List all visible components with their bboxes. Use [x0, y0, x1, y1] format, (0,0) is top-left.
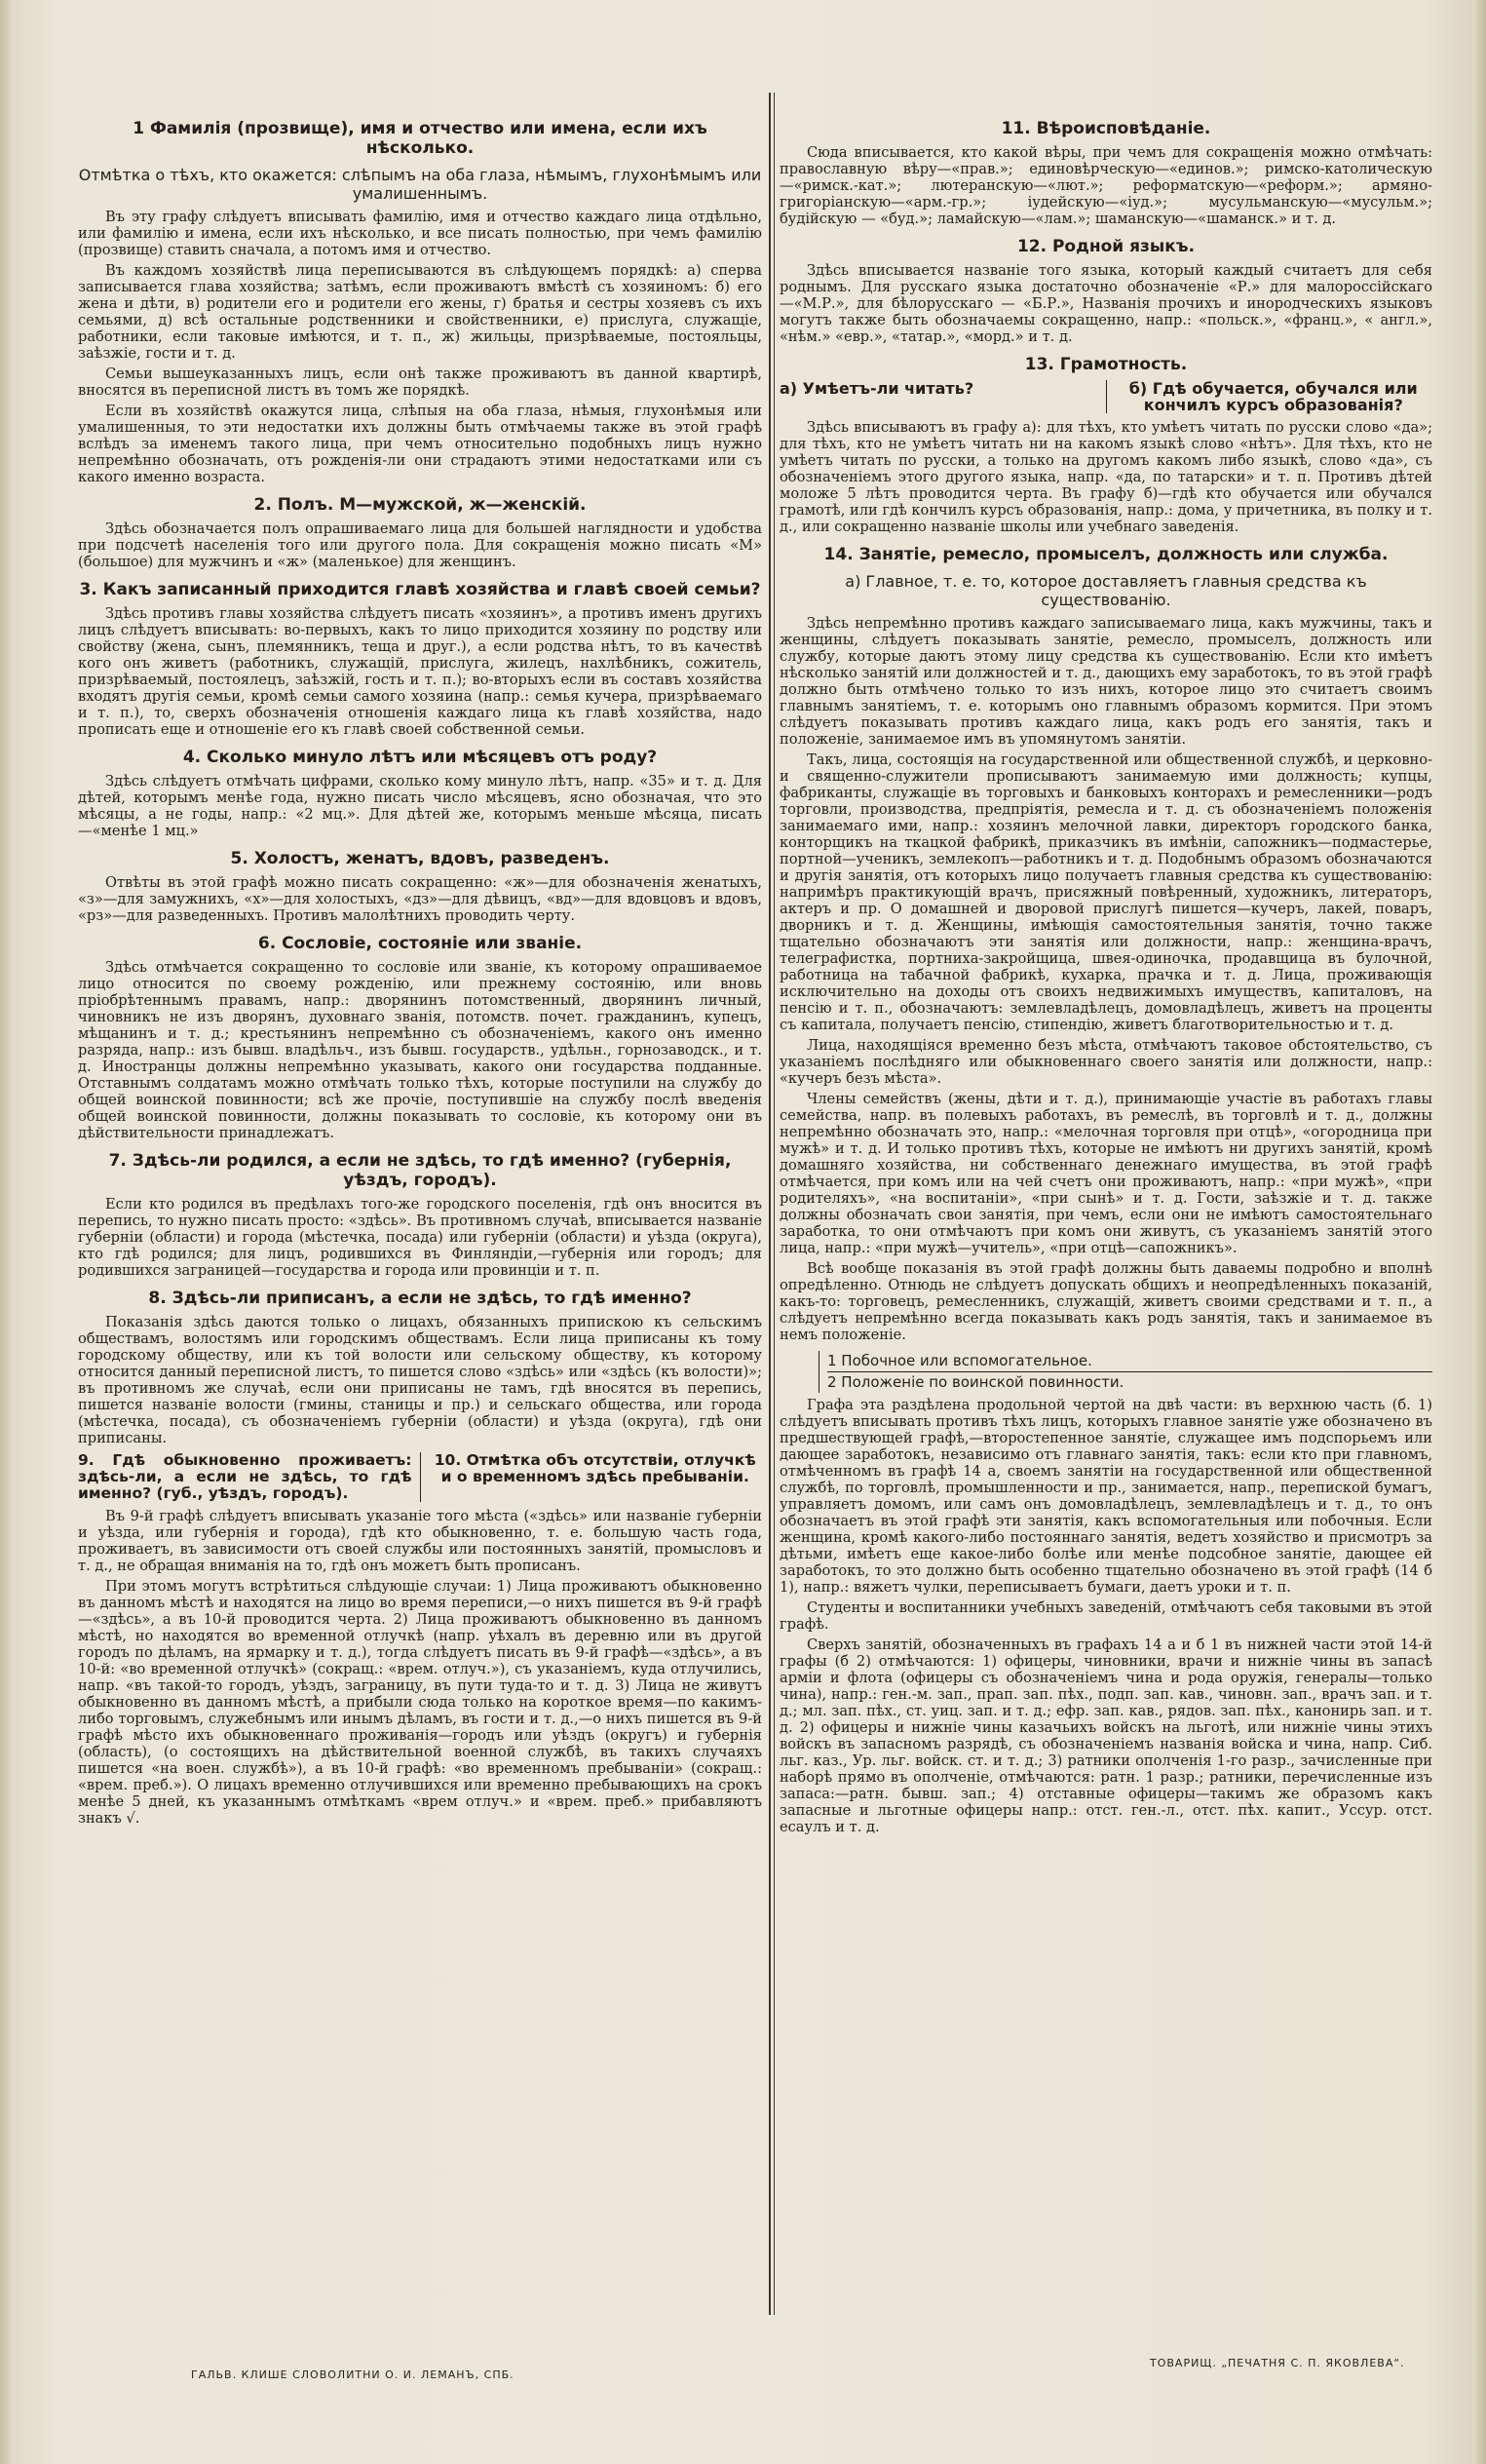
paragraph: Если кто родился въ предѣлахъ того-же городского поселенія, гдѣ онъ вносится въ перепись, то нужно писать просто: «здѣсь». Въ противномъ случаѣ, вписывается названіе губерніи (области) и города (мѣстечка, посада) или губерніи (области) и уѣзда (округа), кто гдѣ родился; для лицъ, родившихся въ Финляндіи,—губернія или городъ; для родившихся заграницей—государства и города или провинціи и т. п.: [78, 1196, 762, 1279]
paragraph: Въ эту графу слѣдуетъ вписывать фамилію, имя и отчество каждаго лица отдѣльно, или фамилію и имена, если ихъ нѣсколько, и все писать полностью, при чемъ фамилію (прозвище) ставить сначала, а потомъ имя и отчество.: [78, 209, 762, 258]
column-divider: [769, 93, 771, 2315]
section-8-title: 8. Здѣсь-ли приписанъ, а если не здѣсь, то гдѣ именно?: [148, 1289, 692, 1308]
printer-imprint-right: ТОВАРИЩ. „ПЕЧАТНЯ С. П. ЯКОВЛЕВА“.: [1150, 2357, 1405, 2369]
paragraph: Отвѣты въ этой графѣ можно писать сокращенно: «ж»—для обозначенія женатыхъ, «з»—для замужнихъ, «х»—для холостыхъ, «дз»—для дѣвицъ, «вд»—для вдовцовъ и вдовъ, «рз»—для разведенныхъ. Противъ малолѣтнихъ проводить черту.: [78, 874, 762, 924]
section-14b-1: 1 Побочное или вспомогательное.: [827, 1351, 1432, 1372]
paragraph: Показанія здѣсь даются только о лицахъ, обязанныхъ припискою къ сельскимъ обществамъ, волостямъ или городскимъ обществамъ. Если лица приписаны къ тому городскому обществу, или къ той волости или сельскому обществу, къ которому относится данный переписной листъ, то пишется слово «здѣсь» или «здѣсь (къ волости)»; въ противномъ же случаѣ, если они приписаны не тамъ, гдѣ вносятся въ перепись, пишется названіе волости (гмины, станицы и пр.) и сельскаго общества, или города (мѣстечка, посада), съ обозначеніемъ губерніи (области) и уѣзда (округа), гдѣ они приписаны.: [78, 1314, 762, 1446]
paragraph: Члены семействъ (жены, дѣти и т. д.), принимающіе участіе въ работахъ главы семейства, напр. въ полевыхъ работахъ, въ ремеслѣ, въ торговлѣ и т. д., должны непремѣнно обозначать это, напр.: «мелочная торговля при отцѣ», «огородница при мужѣ» и т. д. И только противъ тѣхъ, которые не имѣютъ ни другихъ занятій, кромѣ домашняго хозяйства, ни собственнаго денежнаго имущества, въ этой графѣ отмѣчается, при комъ или на чей счетъ они проживаютъ, напр.: «при мужѣ», «при родителяхъ», «на воспитаніи», «при сынѣ» и т. д. Гости, заѣзжіе и т. д. также должны обозначать свои занятія, при чемъ, если они не имѣютъ самостоятельнаго заработка, то они отмѣчаютъ при комъ они живутъ, съ указаніемъ занятій этого лица, напр.: «при мужѣ—учитель», «при отцѣ—сапожникъ».: [780, 1091, 1432, 1256]
section-11-title: 11. Вѣроисповѣданіе.: [1001, 119, 1211, 138]
section-2-title: 2. Полъ. М—мужской, ж—женскій.: [253, 495, 587, 515]
section-1-title: 1 Фамилія (прозвище), имя и отчество или имена, если ихъ нѣсколько.: [133, 119, 707, 158]
paragraph: Семьи вышеуказанныхъ лицъ, если онѣ также проживаютъ въ данной квартирѣ, вносятся въ переписной листъ въ томъ же порядкѣ.: [78, 366, 762, 399]
paragraph: Въ 9-й графѣ слѣдуетъ вписывать указаніе того мѣста («здѣсь» или названіе губерніи и уѣзда, или губернія и города), гдѣ кто обыкновенно, т. е. большую часть года, проживаетъ, въ зависимости отъ своей службы или постоянныхъ занятій, промысловъ и т. д., не обращая вниманія на то, гдѣ онъ можетъ быть прописанъ.: [78, 1508, 762, 1574]
paper-edge-right: [1472, 0, 1486, 2464]
section-9-10-header: [78, 1452, 762, 1502]
paragraph: Въ каждомъ хозяйствѣ лица переписываются въ слѣдующемъ порядкѣ: а) сперва записывается глава хозяйства; затѣмъ, если проживаютъ вмѣстѣ съ хозяиномъ: б) его жена и дѣти, в) родители его и родители его жены, г) братья и сестры хозяевъ съ ихъ семьями, д) всѣ остальные родственники и свойственники, е) прислуга, служащіе, работники, если таковые имѣются, и т. п., ж) жильцы, призрѣваемые, постояльцы, заѣзжіе, гости и т. д.: [78, 262, 762, 362]
section-14b-header: [819, 1351, 1432, 1393]
paragraph: Здѣсь отмѣчается сокращенно то сословіе или званіе, къ которому опрашиваемое лицо относится по своему рожденію, или прежнему состоянію, или вновь пріобрѣтеннымъ правамъ, напр.: дворянинъ потомственный, дворянинъ личный, чиновникъ не изъ дворянъ, духовнаго званія, потомств. почет. гражданинъ, купецъ, мѣщанинъ и т. д.; крестьянинъ непремѣнно съ обозначеніемъ, какого онъ именно разряда, напр.: изъ бывш. владѣльч., изъ бывш. государств., удѣльн., горнозаводск., и т. д. Иностранцы должны непремѣнно указывать, какого они государства подданные. Отставнымъ солдатамъ можно отмѣчать только тѣхъ, которые поступили на службу до общей воинской повинности; всѣ же прочіе, поступившіе на службу послѣ введенія общей воинской повинности, должны показывать то сословіе, къ которому они въ дѣйствительности принадлежатъ.: [78, 959, 762, 1141]
section-13-b: б) Гдѣ обучается, обучался или кончилъ курсъ образованія?: [1128, 379, 1418, 414]
section-3-title: 3. Какъ записанный приходится главѣ хозяйства и главѣ своей семьи?: [79, 580, 761, 599]
section-6-title: 6. Сословіе, состояніе или званіе.: [257, 934, 583, 953]
left-column: [78, 109, 762, 2308]
column-divider-thin: [774, 93, 775, 2315]
paragraph: Сверхъ занятій, обозначенныхъ въ графахъ 14 а и б 1 въ нижней части этой 14-й графы (б 2) отмѣчаются: 1) офицеры, чиновники, врачи и нижніе чины въ запасѣ арміи и флота (офицеры съ обозначеніемъ чина и рода оружія, генералы—только чина), напр.: ген.-м. зап., прап. зап. пѣх., подп. зап. кав., чиновн. зап., врачъ зап. и т. д.; мл. зап. пѣх., ст. уиц. зап. и т. д.; ефр. зап. кав., рядов. зап. пѣх., канонирь зап. и т. д. 2) офицеры и нижніе чины казачьихъ войскъ на льготѣ, или нижніе чины этихъ войскъ въ запасномъ разрядѣ, съ обозначеніемъ названія войска и чина, напр. Сиб. льг. каз., Ур. льг. войск. ст. и т. д.; 3) ратники ополченія 1-го разр., зачисленные при наборѣ прямо въ ополченіе, отмѣчаются: ратн. 1 разр.; ратники, перечисленные изъ запаса:—ратн. бывш. зап.; 4) отставные офицеры—такимъ же образомъ какъ запасные и льготные офицеры напр.: отст. ген.-л., отст. пѣх. капит., Уссур. отст. есаулъ и т. д.: [780, 1636, 1432, 1835]
paragraph: Сюда вписывается, кто какой вѣры, при чемъ для сокращенія можно отмѣчать: православную вѣру—«прав.»; единовѣрческую—«единов.»; римско-католическую—«римск.-кат.»; лютеранскую—«лют.»; реформатскую—«реформ.»; армяно-григоріанскую—«арм.-гр.»; іудейскую—«іуд.»; мусульманскую—«мусульм.»; будійскую — «буд.»; ламайскую—«лам.»; шаманскую—«шаманск.» и т. д.: [780, 144, 1432, 227]
section-9-title: 9. Гдѣ обыкновенно проживаетъ: здѣсь-ли, а если не здѣсь, то гдѣ именно? (губ., уѣздъ, городъ).: [78, 1452, 421, 1502]
section-14-subtitle: а) Главное, т. е. то, которое доставляетъ главныя средства къ существованію.: [845, 572, 1367, 609]
paragraph: Лица, находящіяся временно безъ мѣста, отмѣчаютъ таковое обстоятельство, съ указаніемъ послѣдняго или обыкновеннаго своего занятія или должности, напр.: «кучеръ безъ мѣста».: [780, 1037, 1432, 1087]
section-12-title: 12. Родной языкъ.: [1016, 237, 1196, 256]
paragraph: Здѣсь противъ главы хозяйства слѣдуетъ писать «хозяинъ», а противъ именъ другихъ лицъ слѣдуетъ вписывать: во-первыхъ, какъ то лицо приходится хозяину по родству или свойству (жена, сынъ, племянникъ, теща и друг.), а если родства нѣтъ, то въ качествѣ кого онъ живетъ (работникъ, служащій, прислуга, жилецъ, нахлѣбникъ, сожитель, призрѣваемый, постоялецъ, заѣзжій, гость и т. п.); во-вторыхъ если въ составъ хозяйства входятъ другія семьи, кромѣ семьи самого хозяина (напр.: семья кучера, призрѣваемаго и т. п.), то, сверхъ обозначенія отношенія каждаго лица къ главѣ хозяйства, надо прописать еще и отношеніе его къ главѣ своей собственной семьи.: [78, 605, 762, 738]
right-column: [780, 109, 1432, 2308]
paragraph: Если въ хозяйствѣ окажутся лица, слѣпыя на оба глаза, нѣмыя, глухонѣмыя или умалишенныя, то эти недостатки ихъ должны быть отмѣчаемы также въ этой графѣ вслѣдъ за именемъ такого лица, при чемъ относительно подобныхъ лицъ нужно непремѣнно обозначать, отъ рожденія-ли они страдаютъ этими недостатками или съ какого именно возраста.: [78, 403, 762, 485]
paragraph: Здѣсь обозначается полъ опрашиваемаго лица для большей наглядности и удобства при подсчетѣ населенія того или другого пола. Для сокращенія можно писать «М» (большое) для мужчинъ и «ж» (маленькое) для женщинъ.: [78, 520, 762, 570]
section-13-header: [780, 380, 1432, 413]
section-5-title: 5. Холостъ, женатъ, вдовъ, разведенъ.: [230, 849, 610, 868]
section-14-title: 14. Занятіе, ремесло, промыселъ, должность или служба.: [823, 545, 1389, 564]
paragraph: Здѣсь вписывается названіе того языка, который каждый считаетъ для себя роднымъ. Для русскаго языка достаточно обозначеніе «Р.» для малороссійскаго—«М.Р.», для бѣлорусскаго — «Б.Р.», Названія прочихъ и инородческихъ языковъ могутъ также быть обозначаемы сокращенно, напр.: «польск.», «франц.», « англ.», «нѣм.» «евр.», «татар.», «морд.» и т. д.: [780, 262, 1432, 345]
section-10-title: 10. Отмѣтка объ отсутствіи, отлучкѣ и о временномъ здѣсь пребываніи.: [434, 1451, 756, 1485]
paragraph: Студенты и воспитанники учебныхъ заведеній, отмѣчаютъ себя таковыми въ этой графѣ.: [780, 1599, 1432, 1633]
section-13-a: а) Умѣетъ-ли читать?: [780, 380, 1107, 413]
paragraph: Здѣсь слѣдуетъ отмѣчать цифрами, сколько кому минуло лѣтъ, напр. «35» и т. д. Для дѣтей, которымъ менѣе года, нужно писать число мѣсяцевъ, ясно обозначая, что это мѣсяцы, а не годы, напр.: «2 мц.». Для дѣтей же, которымъ меньше мѣсяца, писать—«менѣе 1 мц.»: [78, 773, 762, 839]
paragraph: Здѣсь вписываютъ въ графу а): для тѣхъ, кто умѣетъ читать по русски слово «да»; для тѣхъ, кто не умѣетъ читать ни на какомъ языкѣ слово «нѣтъ». Для тѣхъ, кто не умѣетъ читать по русски, а только на другомъ какомъ либо языкѣ, слово «да», съ обозначеніемъ этого другого языка, напр. «да, по татарски» и т. п. Противъ дѣтей моложе 5 лѣтъ проводится черта. Въ графу б)—гдѣ кто обучается или обучался грамотѣ, или гдѣ кончилъ курсъ образованія, напр.: дома, у причетника, въ полку и т. д., или сокращенно названіе школы или учебнаго заведенія.: [780, 419, 1432, 535]
section-13-title: 13. Грамотность.: [1024, 355, 1188, 374]
paper-edge-left: [0, 0, 14, 2464]
paragraph: При этомъ могутъ встрѣтиться слѣдующіе случаи: 1) Лица проживаютъ обыкновенно въ данномъ мѣстѣ и находятся на лицо во время переписи,—о нихъ пишется въ 9-й графѣ—«здѣсь», а въ 10-й проводится черта. 2) Лица проживаютъ обыкновенно въ данномъ мѣстѣ, но находятся во временной отлучкѣ (напр. уѣхалъ въ деревню или въ другой городъ по дѣламъ, на ярмарку и т. д.), тогда слѣдуетъ писать въ 9-й графѣ—«здѣсь», а въ 10-й: «во временной отлучкѣ» (сокращ.: «врем. отлуч.»), съ указаніемъ, куда отлучились, напр. «въ такой-то городъ, уѣздъ, заграницу, въ пути туда-то и т. д. 3) Лица не живутъ обыкновенно въ данномъ мѣстѣ, а прибыли сюда только на короткое время—по какимъ-либо торговымъ, служебнымъ или инымъ дѣламъ, въ гости и т. д.,—о нихъ пишется въ 9-й графѣ мѣсто ихъ обыкновеннаго проживанія—городъ или уѣздъ (округъ) и губернія (область), (о состоящихъ на дѣйствительной военной службѣ, въ такихъ случаяхъ пишется «на воен. службѣ»), а въ 10-й графѣ: «во временномъ пребываніи» (сокращ.: «врем. преб.»). О лицахъ временно отлучившихся или временно пребывающихъ на срокъ менѣе 5 дней, къ указаннымъ отмѣткамъ «врем отлуч.» и «врем. преб.» прибавляютъ знакъ √.: [78, 1578, 762, 1827]
paragraph: Здѣсь непремѣнно противъ каждаго записываемаго лица, какъ мужчины, такъ и женщины, слѣдуетъ показывать занятіе, ремесло, промыселъ, должность или службу, которые даютъ этому лицу средства къ существованію. Если кто имѣетъ нѣсколько занятій или должностей и т. д., дающихъ ему заработокъ, то въ этой графѣ должно быть отмѣчено только то изъ нихъ, которое лицо это считаетъ своимъ главнымъ занятіемъ, т. е. которымъ оно главнымъ образомъ кормится. При этомъ слѣдуетъ показывать противъ каждаго лица, какъ родъ его занятія, такъ и положеніе, занимаемое имъ въ упомянутомъ занятіи.: [780, 615, 1432, 748]
paragraph: Всѣ вообще показанія въ этой графѣ должны быть даваемы подробно и вполнѣ опредѣленно. Отнюдь не слѣдуетъ допускать общихъ и неопредѣленныхъ показаній, какъ-то: торговецъ, ремесленникъ, служащій, живетъ своими средствами и т. п., а слѣдуетъ непремѣнно всегда показывать какъ родъ занятія, такъ и занимаемое въ немъ положеніе.: [780, 1260, 1432, 1343]
section-7-title: 7. Здѣсь-ли родился, а если не здѣсь, то гдѣ именно? (губернія, уѣздъ, городъ).: [108, 1151, 732, 1190]
section-14b-2: 2 Положеніе по воинской повинности.: [827, 1373, 1124, 1391]
paragraph: Такъ, лица, состоящія на государственной или общественной службѣ, и церковно-и священно-служители прописываютъ занимаемую ими должность; купцы, фабриканты, служащіе въ торговыхъ и банковыхъ конторахъ и ремесленники—родъ торговли, производства, предпріятія, ремесла и т. д. съ обозначеніемъ положенія занимаемаго ими, напр.: хозяинъ мелочной лавки, директоръ городского банка, конторщикъ на ткацкой фабрикѣ, приказчикъ въ имѣніи, сапожникъ—подмастерье, портной—ученикъ, землекопъ—работникъ и т. д. Подобнымъ образомъ обозначаются и другія занятія, отъ которыхъ лицо получаетъ главныя средства къ существованію: напримѣръ практикующій врачъ, присяжный повѣренный, художникъ, литераторъ, актеръ и пр. О домашней и дворовой прислугѣ пишется—кучеръ, лакей, поваръ, дворникъ и т. д. Женщины, имѣющія самостоятельныя занятія, точно также тщательно обозначаютъ эти занятія или должности, напр.: женщина-врачъ, телеграфистка, портниха-закройщица, швея-одиночка, продавщица въ булочной, работница на табачной фабрикѣ, кухарка, прачка и т. д. Лица, проживающія исключительно на доходы отъ своихъ недвижимыхъ имуществъ, капиталовъ, на пенсію и т. п., обозначаютъ: землевладѣлецъ, домовладѣлецъ, живетъ на проценты съ капитала, получаетъ пенсію, стипендію, живетъ благотворительностью и т. д.: [780, 751, 1432, 1033]
section-1-mark: Отмѣтка о тѣхъ, кто окажется: слѣпымъ на оба глаза, нѣмымъ, глухонѣмымъ или умалишеннымъ.: [78, 166, 762, 203]
section-4-title: 4. Сколько минуло лѣтъ или мѣсяцевъ отъ роду?: [182, 748, 658, 767]
paragraph: Графа эта раздѣлена продольной чертой на двѣ части: въ верхнюю часть (б. 1) слѣдуетъ вписывать противъ тѣхъ лицъ, которыхъ главное занятіе уже обозначено въ предшествующей графѣ,—второстепенное занятіе, служащее имъ подспорьемъ или дающее заработокъ, независимо отъ главнаго занятія, такъ: если кто при главномъ, отмѣченномъ въ графѣ 14 а, своемъ занятіи на государственной или общественной службѣ, по торговлѣ, промышленности и пр., занимается, напр., перепиской бумагъ, управляетъ домомъ, или самъ онъ домовладѣлецъ, землевладѣлецъ и т. д., то онъ обозначаетъ въ этой графѣ эти занятія, какъ вспомогательныя или побочныя. Если женщина, кромѣ какого-либо постояннаго занятія, ведетъ хозяйство и присмотръ за дѣтьми, имѣетъ еще какое-либо болѣе или менѣе подсобное занятіе, дающее ей заработокъ, то это должно быть особенно тщательно обозначено въ этой графѣ (14 б 1), напр.: вяжетъ чулки, переписываетъ бумаги, даетъ уроки и т. п.: [780, 1397, 1432, 1596]
printer-imprint-left: ГАЛЬВ. КЛИШЕ СЛОВОЛИТНИ О. И. ЛЕМАНЪ, СПБ.: [191, 2368, 514, 2381]
